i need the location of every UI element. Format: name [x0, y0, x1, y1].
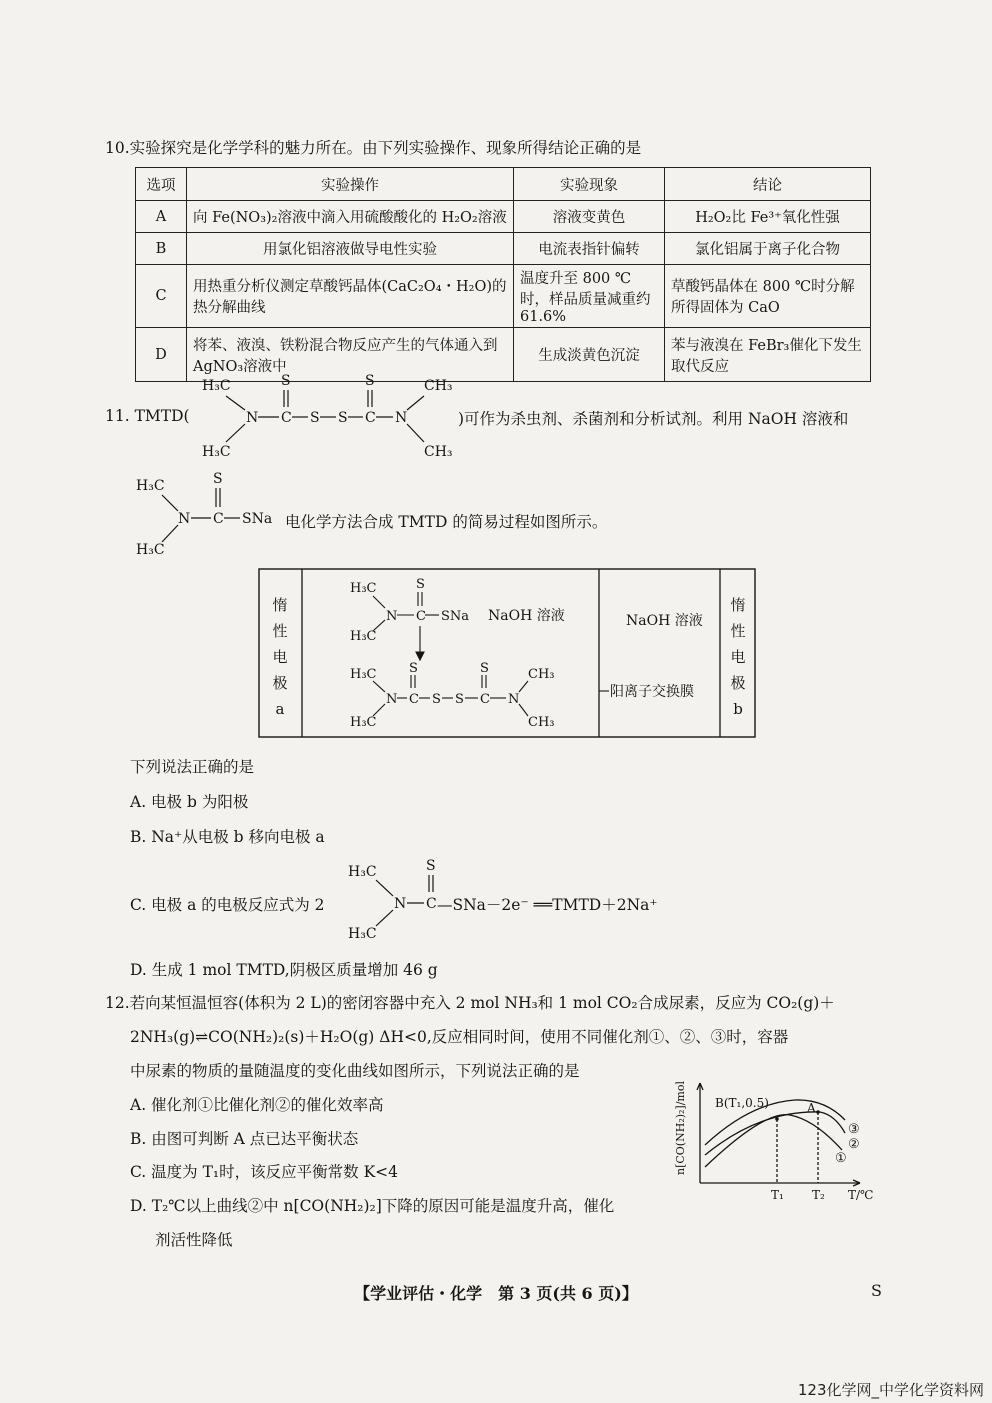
urea-temperature-graph — [670, 1075, 885, 1205]
q11-ask: 下列说法正确的是 — [130, 758, 255, 776]
d2-s: S — [409, 661, 418, 676]
d2-s: S — [432, 692, 441, 707]
arrow-head — [416, 652, 424, 660]
cell-outline — [259, 569, 755, 737]
header-option: 选项 — [136, 168, 187, 201]
oc-c: C — [426, 896, 437, 912]
page-footer: 【学业评估・化学 第 3 页(共 6 页)】 — [354, 1284, 638, 1303]
electrode-a-char: 极 — [272, 674, 288, 692]
q11-option-c-prefix: C. 电极 a 的电极反应式为 2 — [130, 896, 325, 914]
tmtd-n-right: N — [395, 410, 408, 426]
electrode-a-char: 性 — [272, 622, 288, 640]
t1-label: T₁ — [771, 1188, 784, 1202]
oc-h3c: H₃C — [348, 926, 377, 940]
x-axis-label: T/℃ — [848, 1188, 874, 1202]
row-operation: 将苯、液溴、铁粉混合物反应产生的气体通入到 AgNO₃溶液中 — [187, 328, 514, 382]
header-phenomenon: 实验现象 — [514, 168, 665, 201]
sna-h3c-bottom: H₃C — [136, 542, 165, 558]
table-row — [136, 265, 871, 328]
q12-line1: 12.若向某恒温恒容(体积为 2 L)的密闭容器中充入 2 mol NH₃和 1 mol CO₂合成尿素，反应为 CO₂(g)＋ — [105, 994, 835, 1012]
row-conclusion: 苯与液溴在 FeBr₃催化下发生取代反应 — [665, 328, 871, 382]
d-h3c: H₃C — [350, 629, 377, 644]
sna-h3c-top: H₃C — [136, 478, 165, 494]
q12-option-b: B. 由图可判断 A 点已达平衡状态 — [130, 1130, 359, 1148]
sna-s-top: S — [213, 471, 223, 487]
tmtd-h3c-bottom: H₃C — [202, 444, 231, 460]
left-solution-label: NaOH 溶液 — [488, 608, 565, 624]
curve-1-label: ① — [835, 1151, 847, 1166]
sna-sna: SNa — [242, 511, 273, 527]
q11-stem-line2: 电化学方法合成 TMTD 的简易过程如图所示。 — [285, 513, 608, 531]
row-phenomenon: 溶液变黄色 — [514, 201, 665, 233]
membrane-label: 阳离子交换膜 — [610, 684, 694, 700]
electrolysis-diagram — [258, 568, 758, 740]
d-sna: SNa — [441, 609, 470, 624]
watermark: 123化学网_中学化学资料网 — [797, 1381, 984, 1399]
curve-3-label: ③ — [848, 1122, 860, 1137]
electrode-a-char: 电 — [272, 648, 288, 666]
oc-h3c: H₃C — [348, 864, 377, 880]
d2-c: C — [409, 692, 419, 707]
point-b-label: B(T₁,0.5) — [715, 1096, 769, 1110]
tmtd-c2: C — [365, 410, 376, 426]
d-s: S — [416, 577, 425, 592]
curve-2-label: ② — [848, 1137, 860, 1152]
d2-c: C — [480, 692, 490, 707]
d2-n: N — [508, 692, 520, 707]
tmtd-ch3-bottom: CH₃ — [424, 444, 453, 460]
q12-option-d-line1: D. T₂℃以上曲线②中 n[CO(NH₂)₂]下降的原因可能是温度升高，催化 — [130, 1197, 615, 1215]
row-operation: 向 Fe(NO₃)₂溶液中滴入用硫酸酸化的 H₂O₂溶液 — [187, 201, 514, 233]
q12-line3: 中尿素的物质的量随温度的变化曲线如图所示，下列说法正确的是 — [130, 1062, 580, 1080]
row-conclusion: H₂O₂比 Fe³⁺氧化性强 — [665, 201, 871, 233]
q11-option-d: D. 生成 1 mol TMTD,阴极区质量增加 46 g — [130, 961, 438, 979]
row-option: D — [136, 328, 187, 382]
row-conclusion: 氯化铝属于离子化合物 — [665, 233, 871, 265]
point-a-label: A — [807, 1101, 816, 1115]
y-axis-label: n[CO(NH₂)₂]/mol — [674, 1081, 687, 1175]
table-header-row — [136, 168, 871, 201]
electrode-b-char: 性 — [730, 622, 746, 640]
row-operation: 用氯化铝溶液做导电性实验 — [187, 233, 514, 265]
sna-n: N — [178, 511, 191, 527]
d-c: C — [416, 609, 426, 624]
electrode-b-char: 极 — [730, 674, 746, 692]
tmtd-n-left: N — [246, 410, 259, 426]
q11-stem-prefix: 11. TMTD( — [105, 407, 190, 425]
d2-ch3: CH₃ — [528, 667, 555, 682]
header-operation: 实验操作 — [187, 168, 514, 201]
curve-1 — [705, 1115, 842, 1167]
q11-option-b: B. Na⁺从电极 b 移向电极 a — [130, 828, 325, 846]
tmtd-structure — [188, 372, 458, 462]
q11-option-c-suffix: —SNa－2e⁻ ══TMTD＋2Na⁺ — [437, 896, 658, 914]
row-phenomenon: 电流表指针偏转 — [514, 233, 665, 265]
row-phenomenon: 温度升至 800 ℃时，样品质量减重约 61.6% — [514, 265, 665, 328]
q10-table — [135, 167, 871, 382]
q12-line2: 2NH₃(g)⇌CO(NH₂)₂(s)＋H₂O(g) ΔH<0,反应相同时间，使用不同催化剂①、②、③时，容器 — [130, 1028, 789, 1046]
electrode-a-char: 惰 — [272, 596, 288, 614]
q12-option-c: C. 温度为 T₁时，该反应平衡常数 K<4 — [130, 1163, 398, 1181]
q11-stem-suffix: )可作为杀虫剂、杀菌剂和分析试剂。利用 NaOH 溶液和 — [458, 410, 849, 428]
tmtd-s1: S — [310, 410, 320, 426]
electrode-b-char: b — [733, 700, 743, 718]
tmtd-s-top2: S — [365, 373, 375, 389]
d-n: N — [386, 609, 398, 624]
point-b-marker — [775, 1117, 779, 1121]
tmtd-c1: C — [281, 410, 292, 426]
right-solution-label: NaOH 溶液 — [626, 613, 703, 629]
q12-option-a: A. 催化剂①比催化剂②的催化效率高 — [130, 1096, 384, 1114]
footer-version: S — [871, 1281, 882, 1300]
oc-s: S — [426, 858, 436, 874]
row-option: C — [136, 265, 187, 328]
d-h3c: H₃C — [350, 581, 377, 596]
q10-stem: 10.实验探究是化学学科的魅力所在。由下列实验操作、现象所得结论正确的是 — [105, 139, 642, 157]
electrode-b-char: 电 — [730, 648, 746, 666]
tmtd-s-top1: S — [281, 373, 291, 389]
tmtd-h3c-top: H₃C — [202, 378, 231, 394]
electrode-b-char: 惰 — [730, 596, 746, 614]
row-phenomenon: 生成淡黄色沉淀 — [514, 328, 665, 382]
t2-label: T₂ — [812, 1188, 825, 1202]
d2-h3c: H₃C — [350, 667, 377, 682]
q11-option-a: A. 电极 b 为阳极 — [130, 793, 249, 811]
sodium-dithiocarbamate-structure — [128, 470, 288, 560]
d2-ch3: CH₃ — [528, 715, 555, 730]
d2-s: S — [480, 661, 489, 676]
d2-n: N — [386, 692, 398, 707]
q12-option-d-line2: 剂活性降低 — [155, 1231, 233, 1249]
electrode-a-char: a — [275, 700, 285, 718]
row-option: A — [136, 201, 187, 233]
row-conclusion: 草酸钙晶体在 800 ℃时分解所得固体为 CaO — [665, 265, 871, 328]
sna-c: C — [213, 511, 224, 527]
row-operation: 用热重分析仪测定草酸钙晶体(CaC₂O₄・H₂O)的热分解曲线 — [187, 265, 514, 328]
d2-h3c: H₃C — [350, 715, 377, 730]
option-c-structure — [344, 858, 444, 940]
tmtd-ch3-top: CH₃ — [424, 378, 453, 394]
row-option: B — [136, 233, 187, 265]
d2-s: S — [455, 692, 464, 707]
table-row — [136, 233, 871, 265]
table-row — [136, 201, 871, 233]
point-a-marker — [816, 1110, 820, 1114]
header-conclusion: 结论 — [665, 168, 871, 201]
tmtd-s2: S — [338, 410, 348, 426]
oc-n: N — [394, 896, 407, 912]
